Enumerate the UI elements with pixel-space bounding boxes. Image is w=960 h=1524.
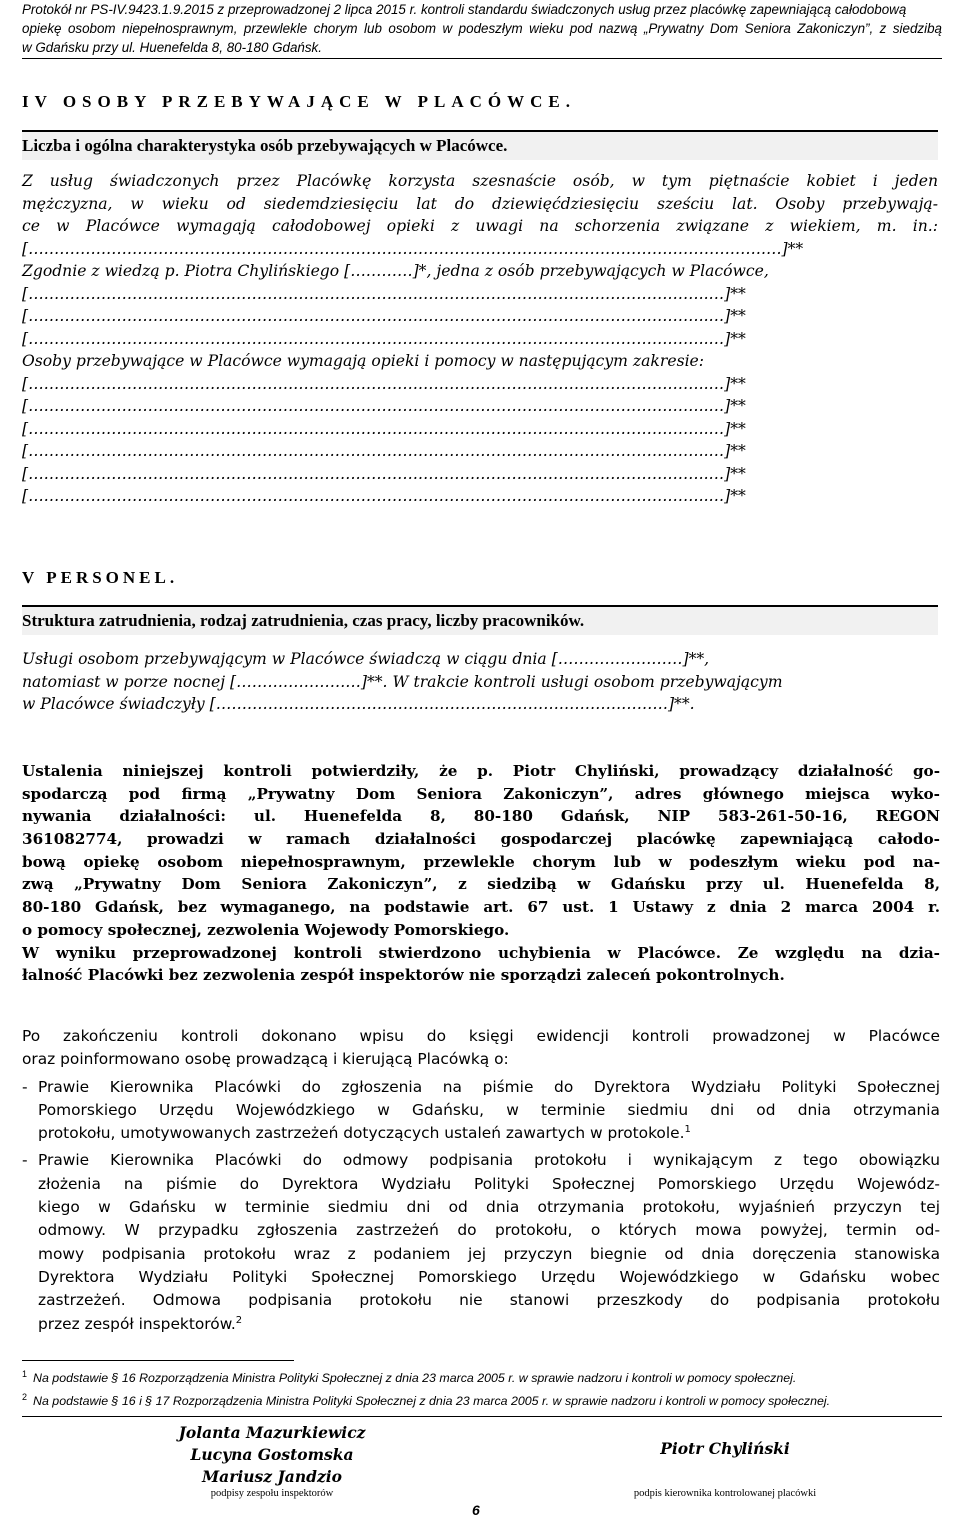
findings-line: łalność Placówki bez zezwolenia zespół inspektorów nie sporządzi zaleceń pokontrolnych. xyxy=(22,966,785,985)
closing-item-line: zastrzeżeń. Odmowa podpisania protokołu nie stanowi przeszkody do podpisania protokołu xyxy=(38,1291,940,1310)
closing-intro-line: oraz poinformowano osobę prowadzącą i kierującą Placówką o: xyxy=(22,1050,509,1069)
document-header xyxy=(22,0,942,57)
findings-block xyxy=(22,760,940,987)
body-line: Z usług świadczonych przez Placówkę korzysta szesnaście osób, w tym piętnaście kobiet i jeden xyxy=(22,172,938,190)
closing-item-line: Prawie Kierownika Placówki do odmowy podpisania protokołu i wynikającym z tego obowiązku xyxy=(38,1151,940,1170)
closing-block xyxy=(22,1025,940,1336)
section-v-subheading: Struktura zatrudnienia, rodzaj zatrudnienia, czas pracy, liczby pracowników. xyxy=(22,605,938,635)
body-line: mężczyzna, w wieku od siedemdziesięciu lat do dziewięćdziesięciu sześciu lat. Osoby przebywają- xyxy=(22,194,938,213)
header-divider xyxy=(22,58,942,59)
findings-line: o pomocy społecznej, zezwolenia Wojewody Pomorskiego. xyxy=(22,920,510,939)
placeholder-line: […………………………………………………………………………………………………………………..…]** xyxy=(22,464,746,483)
closing-item-line: odmowy. W przypadku zgłoszenia zastrzeżeń do protokołu, o których mowa powyżej, termin od- xyxy=(38,1221,940,1240)
body-line: ce w Placówce wymagają całodobowej opieki z uwagi na schorzenia związane z wiekiem, m. in.: xyxy=(22,217,938,235)
body-line: Osoby przebywające w Placówce wymagają opieki i pomocy w następującym zakresie: xyxy=(22,352,705,370)
section-iv-body xyxy=(22,170,938,508)
footnote-text: Na podstawie § 16 Rozporządzenia Ministra Polityki Społecznej z dnia 23 marca 2005 r. w sprawie nadzoru i kontroli w pomocy społecznej. xyxy=(33,1371,797,1386)
findings-line: Ustalenia niniejszej kontroli potwierdziły, że p. Piotr Chyliński, prowadzący działalność go- xyxy=(22,762,940,780)
dash-bullet: - xyxy=(22,1151,28,1170)
dash-bullet: - xyxy=(22,1077,28,1096)
closing-intro-line: Po zakończeniu kontroli dokonano wpisu do księgi ewidencji kontroli prowadzonej w Placówce xyxy=(22,1027,940,1045)
closing-item-line: przez zespół inspektorów. xyxy=(38,1314,236,1333)
section-v-heading: V PERSONEL. xyxy=(22,568,179,587)
footnote-text: Na podstawie § 16 i § 17 Rozporządzenia Ministra Polityki Społecznej z dnia 23 marca 2005 r. w sprawie nadzoru i kontroli w pomocy społecznej. xyxy=(33,1394,831,1409)
footnote-number: 1 xyxy=(22,1369,28,1379)
placeholder-line: […………………………………………………………………………………………………………………………….…]** xyxy=(22,239,804,258)
footer-divider xyxy=(22,1416,942,1417)
findings-line: spodarczą pod firmą „Prywatny Dom Seniora Zakoniczyn”, adres głównego miejsca wyko- xyxy=(22,784,940,803)
closing-item-1 xyxy=(22,1076,940,1146)
closing-item-line: Dyrektora Wydziału Polityki Społecznej Pomorskiego Urzędu Wojewódzkiego w Gdańsku wobec xyxy=(38,1267,940,1286)
closing-item-line: protokołu, umotywowanych zastrzeżeń dotyczących ustaleń zawartych w protokole. xyxy=(38,1124,685,1143)
body-line: natomiast w porze nocnej [……………………]**. W trakcie kontroli usługi osobom przebywającym xyxy=(22,672,783,691)
placeholder-line: […………………………………………………………………………………………………………………..…]** xyxy=(22,307,746,325)
manager-caption: podpis kierownika kontrolowanej placówki xyxy=(633,1488,817,1499)
footnote-ref-2: 2 xyxy=(235,1314,243,1326)
section-v-body xyxy=(22,648,938,716)
placeholder-line: […………………………………………………………………………………………………………………..…]** xyxy=(22,284,746,303)
inspector-name: Jolanta Mazurkiewicz xyxy=(178,1423,366,1442)
placeholder-line: […………………………………………………………………………………………………………………..…]** xyxy=(22,419,746,438)
closing-item-line: złożenia na piśmie do Dyrektora Wydziału Polityki Społecznej Pomorskiego Urzędu Wojewódz- xyxy=(38,1174,940,1193)
findings-line: nywania działalności: ul. Huenefelda 8, 80-180 Gdańsk, NIP 583-261-50-16, REGON xyxy=(22,807,940,826)
placeholder-line: […………………………………………………………………………………………………………………..…]** xyxy=(22,442,746,460)
closing-item-2 xyxy=(22,1149,940,1335)
closing-item-line: Pomorskiego Urzędu Wojewódzkiego w Gdańsku, w terminie siedmiu dni od dnia otrzymania xyxy=(38,1100,940,1119)
manager-signature: Piotr Chyliński xyxy=(660,1439,790,1458)
body-line: Usługi osobom przebywającym w Placówce świadczą w ciągu dnia [……………………]**, xyxy=(22,650,710,668)
placeholder-line: […………………………………………………………………………………………………………………..…]** xyxy=(22,374,746,393)
section-iv-heading: IV OSOBY PRZEBYWAJĄCE W PLACÓWCE. xyxy=(22,92,576,111)
inspector-signatures xyxy=(142,1422,402,1488)
inspectors-caption: podpisy zespołu inspektorów xyxy=(210,1488,334,1499)
closing-item-line: Prawie Kierownika Placówki do zgłoszenia na piśmie do Dyrektora Wydziału Polityki Społecznej xyxy=(38,1077,940,1096)
footnote-1 xyxy=(22,1369,942,1385)
header-line-2: opiekę osobom niepełnosprawnym, przewlekle chorym lub osobom w podeszłym wieku pod nazwą „Prywatny Dom Seniora Zakoniczyn”, z siedzibą xyxy=(22,21,942,36)
page-number: 6 xyxy=(472,1502,480,1518)
closing-item-line: kiego w Gdańsku w terminie siedmiu dni od dnia otrzymania protokołu, wyjaśnień przyczyn tej xyxy=(38,1198,940,1217)
findings-line: 80-180 Gdańsk, bez wymaganego, na podstawie art. 67 ust. 1 Ustawy z dnia 2 marca 2004 r. xyxy=(22,898,940,917)
footnote-ref-1: 1 xyxy=(684,1124,691,1136)
placeholder-line: […………………………………………………………………………………………………………………..…]** xyxy=(22,397,746,415)
findings-line: W wyniku przeprowadzonej kontroli stwierdzono uchybienia w Placówce. Ze względu na dzia- xyxy=(22,943,940,962)
placeholder-line: […………………………………………………………………………………………………………………..…]** xyxy=(22,487,746,505)
findings-line: bową opiekę osobom niepełnosprawnym, przewlekle chorym lub w podeszłym wieku pod na- xyxy=(22,852,940,871)
footnote-2 xyxy=(22,1392,942,1408)
header-line-3: w Gdańsku przy ul. Huenefelda 8, 80-180 Gdańsk. xyxy=(22,40,322,55)
findings-line: zwą „Prywatny Dom Seniora Zakoniczyn”, z siedzibą w Gdańsku przy ul. Huenefelda 8, xyxy=(22,875,940,894)
inspector-name: Mariusz Jandzio xyxy=(202,1467,342,1486)
footnote-divider xyxy=(22,1360,294,1361)
body-line: Zgodnie z wiedzą p. Piotra Chylińskiego […………]*, jedna z osób przebywających w Placówce, xyxy=(22,262,769,280)
inspector-name: Lucyna Gostomska xyxy=(190,1445,354,1464)
section-iv-subheading: Liczba i ogólna charakterystyka osób przebywających w Placówce. xyxy=(22,130,938,160)
placeholder-line: […………………………………………………………………………………………………………………..…]** xyxy=(22,329,746,348)
body-line: w Placówce świadczyły [……………………………………………………………………………]**. xyxy=(22,695,695,713)
header-line-1: Protokół nr PS-IV.9423.1.9.2015 z przeprowadzonej 2 lipca 2015 r. kontroli standardu świadczonych usług przez placówkę zapewniającą całodobową xyxy=(22,2,907,17)
findings-line: 361082774, prowadzi w ramach działalności gospodarczej placówkę zapewniającą całodo- xyxy=(22,830,940,849)
closing-item-line: mowy podpisania protokołu wraz z podaniem jej przyczyn biegnie od dnia doręczenia stanowiska xyxy=(38,1244,940,1263)
footnote-number: 2 xyxy=(22,1392,28,1402)
